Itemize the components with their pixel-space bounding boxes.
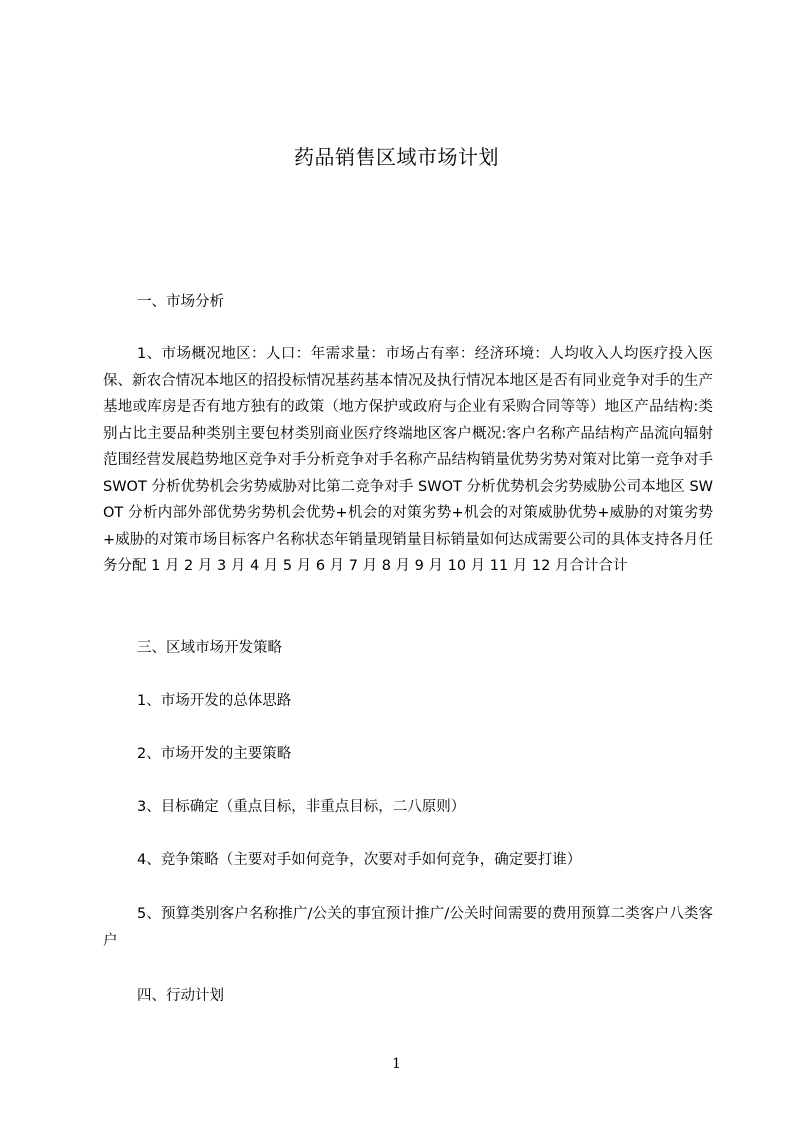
strategy-item-5: 5、预算类别客户名称推广/公关的事宜预计推广/公关时间需要的费用预算二类客户八类客户 — [103, 906, 713, 949]
strategy-item-4: 4、竞争策略（主要对手如何竞争，次要对手如何竞争，确定要打谁） — [137, 852, 582, 868]
section-heading-market-analysis: 一、市场分析 — [137, 294, 224, 310]
strategy-item-2: 2、市场开发的主要策略 — [137, 746, 292, 762]
page-number: 1 — [392, 1056, 401, 1072]
section-heading-action-plan: 四、行动计划 — [137, 988, 224, 1004]
market-overview-paragraph: 1、市场概况地区：人口：年需求量：市场占有率：经济环境：人均收入人均医疗投入医保、新农合情况本地区的招投标情况基药基本情况及执行情况本地区是否有同业竞争对手的生产基地或库房是否有地方独有的政策（地方保护或政府与企业有采购合同等等）地区产品结构:类别占比主要品种类别主要包材类别商业医疗终端地区客户概况:客户名称产品结构产品流向辐射范围经营发展趋势地区竞争对手分析竞争对手名称产品结构销量优势劣势对策对比第一竞争对手 SWOT 分析优势机会劣势威胁对比第二竞争对手 SWOT 分析优势机会劣势威胁公司本地区 SWOT 分析内部外部优势劣势机会优势+机会的对策劣势+机会的对策威胁优势+威胁的对策劣势+威胁的对策市场目标客户名称状态年销量现销量目标销量如何达成需要公司的具体支持各月任务分配 1 月 2 月 3 月 4 月 5 月 6 月 7 月 8 月 9 月 10 月 11 月 12 月合计合计 — [103, 346, 713, 574]
strategy-item-1: 1、市场开发的总体思路 — [137, 693, 292, 709]
strategy-item-3: 3、目标确定（重点目标，非重点目标，二八原则） — [137, 799, 466, 815]
document-title: 药品销售区域市场计划 — [294, 145, 499, 169]
section-heading-regional-strategy: 三、区域市场开发策略 — [137, 640, 282, 656]
